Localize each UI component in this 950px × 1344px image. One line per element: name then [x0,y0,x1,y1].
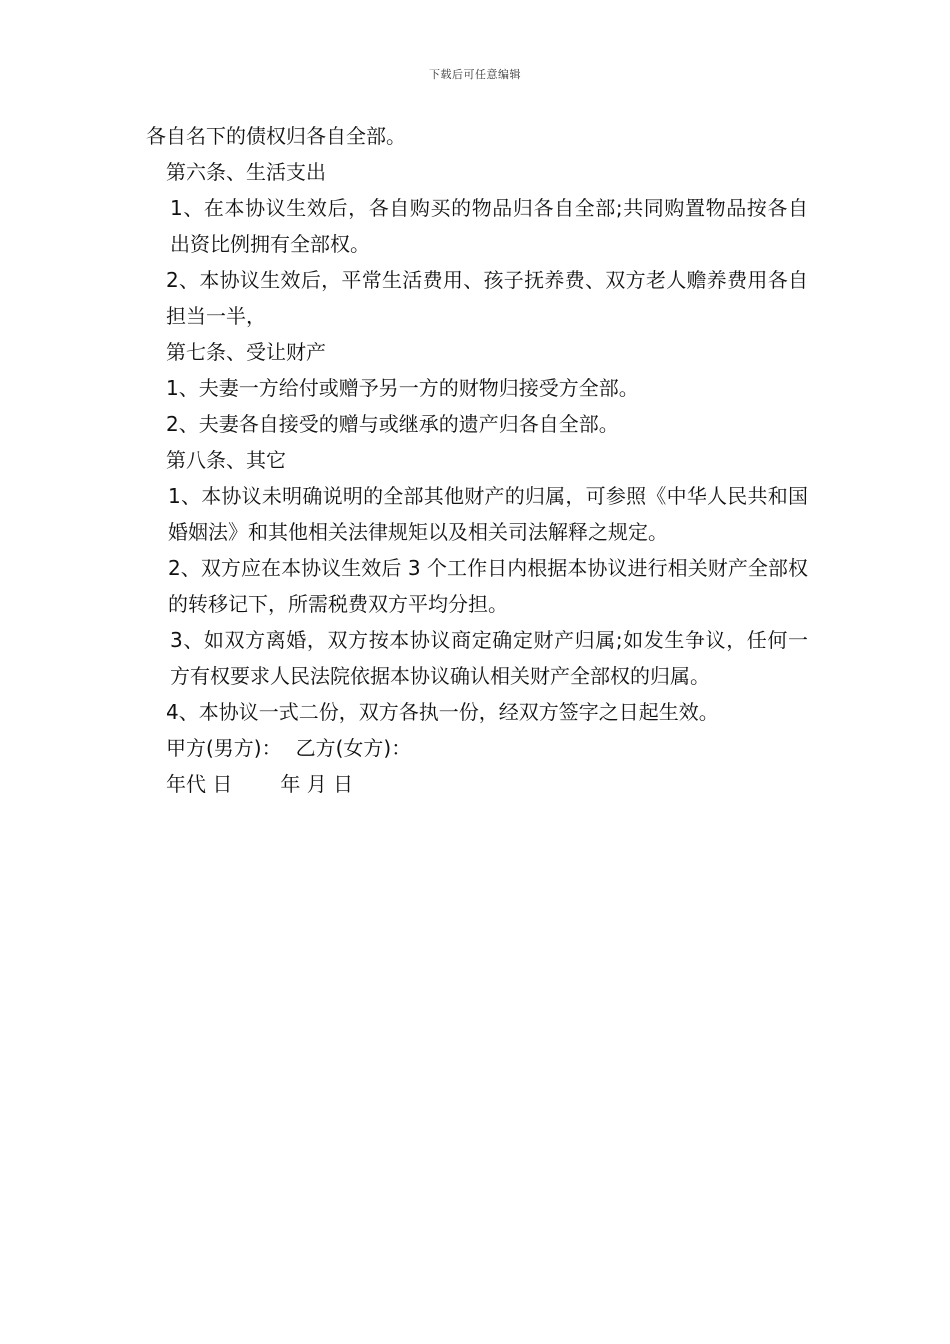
signature-line [146,730,808,766]
article-6-item-1: 1、在本协议生效后，各自购买的物品归各自全部;共同购置物品按各自出资比例拥有全部权。 [170,196,808,256]
article-8-item-4: 4、本协议一式二份，双方各执一份，经双方签字之日起生效。 [166,700,719,724]
date-right: 年 月 日 [280,772,354,796]
party-b-label: 乙方(女方)： [295,736,412,760]
date-line [146,766,808,802]
date-left: 年代 日 [166,772,233,796]
article-7-item-2: 2、夫妻各自接受的赠与或继承的遗产归各自全部。 [166,412,619,436]
article-7-heading: 第七条、受让财产 [166,340,326,364]
party-a-label: 甲方(男方)： [166,736,282,760]
article-6-heading: 第六条、生活支出 [166,160,326,184]
page-header: 下载后可任意编辑 [429,68,521,81]
article-8-item-3: 3、如双方离婚，双方按本协议商定确定财产归属;如发生争议，任何一方有权要求人民法院依据本协议确认相关财产全部权的归属。 [170,628,808,688]
article-8-heading: 第八条、其它 [166,448,286,472]
paragraph-debt-clause: 各自名下的债权归各自全部。 [146,124,406,148]
article-8-item-2: 2、双方应在本协议生效后 3 个工作日内根据本协议进行相关财产全部权的转移记下，所需税费双方平均分担。 [168,556,808,616]
article-7-item-1: 1、夫妻一方给付或赠予另一方的财物归接受方全部。 [166,376,639,400]
article-6-item-2: 2、本协议生效后，平常生活费用、孩子抚养费、双方老人赡养费用各自担当一半， [166,268,808,328]
document-body [146,118,808,802]
article-8-item-1: 1、本协议未明确说明的全部其他财产的归属，可参照《中华人民共和国婚姻法》和其他相关法律规矩以及相关司法解释之规定。 [168,484,808,544]
